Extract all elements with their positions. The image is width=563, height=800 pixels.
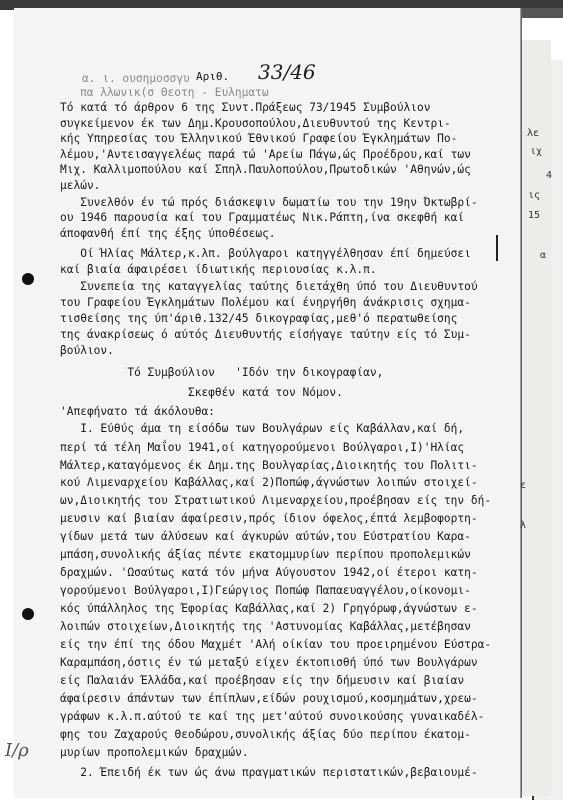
margin-mark: λε <box>527 128 540 139</box>
body-text-line: λοιπών στοιχείων,Διοικητής της 'Αστυνομίας Καβάλλας,μετέβησαν <box>60 620 471 633</box>
punch-hole-top <box>22 273 34 285</box>
margin-mark: λ <box>520 520 527 531</box>
body-text-line: γίδων μετά των άλύσεων καί άγκυρών αύτών,του Εύστρατίου Καρα- <box>60 530 471 543</box>
margin-mark: ις <box>528 190 541 201</box>
margin-mark: 4 <box>546 170 553 181</box>
body-text-line: Μάλτερ,καταγόμενος έκ Δημ.της Βουλγαρίας,Διοικητής του Πολιτι- <box>60 459 478 472</box>
body-text-line: μπάση,συνολικής άξίας πέντε εκατομμυρίων περίπου προπολεμικών <box>60 548 471 561</box>
body-text-line: τισθείσης της ύπ'άριθ.132/45 δικογραφίας,μεθ'ό περατωθείσης <box>60 312 458 325</box>
body-text-line: Μιχ. Καλλιμοπούλου καί Σπηλ.Παυλοπούλου,Πρωτοδικών 'Αθηνών,ώς <box>60 163 471 176</box>
reference-number: 33/46 <box>258 60 316 84</box>
body-text-line: άφαίρεσιν άπάντων των έπίπλων,είδών ρουχισμού,κοσμημάτων,χρεω- <box>60 692 478 705</box>
body-text-line: Συνελθόν έν τώ πρός διάσκεψιν δωματίω του την 19ην Όκτωβρί- <box>60 196 478 209</box>
body-text-line: ων,Διοικητής του Στρατιωτικού Λιμεναρχείου,προέβησαν είς την δή- <box>60 494 492 507</box>
body-text-line: Καραμπάση,όστις έν τώ μεταξύ είχεν έκτοπισθή ύπό των Βουλγάρων <box>60 656 478 669</box>
body-text-line: μευσιν καί βιαίαν άφαίρεσιν,πρός ίδιον όφελος,έπτά λεμβοφορτη- <box>60 512 478 525</box>
margin-mark: ιχ <box>530 146 543 157</box>
body-text-line: του Γραφείου Έγκλημάτων Πολέμου καί ένηργήθη άνάκρισις σχημα- <box>60 296 471 309</box>
handwritten-mark: Ι/ρ <box>5 740 29 761</box>
body-text-line: λέμου,'Αντεισαγγελέως παρά τώ 'Αρείω Πάγω,ώς Προέδρου,καί των <box>60 148 471 161</box>
margin-bracket <box>496 235 498 261</box>
body-text-line: μυρίων προπολεμικών δραχμών. <box>60 746 249 759</box>
body-text-line: φης του Ζαχαρούς Θεοδώρου,συνολικής άξίας δύο περίπου έκατομ- <box>60 728 471 741</box>
reference-label: Αριθ. <box>196 70 230 83</box>
body-text-line: κού Λιμεναρχείου Καβάλλας,καί 2)Ποπώφ,άγνώστων λοιπών στοιχεί- <box>60 476 478 489</box>
body-text-line: 'Απεφήνατο τά άκόλουθα: <box>60 405 215 418</box>
body-text-line: Συνεπεία της καταγγελίας ταύτης διετάχθη ύπό του Διευθυντού <box>60 280 478 293</box>
margin-mark: 15 <box>528 210 541 221</box>
body-text-line: Σκεφθέν κατά τον Νόμον. <box>60 386 343 399</box>
body-text-line: Τό Συμβούλιον 'Ιδόν την δικογραφίαν, <box>60 366 384 379</box>
punch-hole-bottom <box>22 608 34 620</box>
body-text-line: κός ύπάλληλος της Έφορίας Καβάλλας,καί 2) Γρηγόρωφ,άγνώστων ε- <box>60 602 478 615</box>
body-text-line: Οί Ήλίας Μάλτερ,κ.λπ. βούλγαροι κατηγγέλθησαν έπί δημεύσει <box>60 247 471 260</box>
body-text-line: της άνακρίσεως ό αύτός Διευθυντής είσήγαγε ταύτην είς τό Συμ- <box>60 328 471 341</box>
body-text-line: γράφων κ.λ.π.αύτού τε καί της μετ'αύτού συνοικούσης γυναικαδέλ- <box>60 710 485 723</box>
body-text-line: ου 1946 παρουσία καί του Γραμματέως Νικ.Ράπτη,ίνα σκεφθή καί <box>60 211 465 224</box>
body-text-line: μελών. <box>60 179 101 192</box>
body-text-line: είς Παλαιάν Έλλάδα,καί προέβησαν είς την δήμευσιν καί βιαίαν <box>60 674 465 687</box>
body-text-line: 2. Έπειδή έκ των ώς άνω πραγματικών περιστατικών,βεβαιουμέ- <box>60 766 478 779</box>
body-text-line: είς την έπί της όδου Μαχμέτ 'Αλή οίκίαν του προειρημένου Εύστρα- <box>60 638 492 651</box>
body-text-line: γορούμενοι Βούλγαροι,Ι)Γεώργιος Ποπώφ Παπαευαγγέλου,οίκονομι- <box>60 584 471 597</box>
body-text-line: καί βιαία άφαιρέσει ίδιωτικής περιουσίας κ.λ.π. <box>60 263 377 276</box>
body-text-line: συγκείμενον έκ των Δημ.Κρουσοπούλου,Διευθυντού της Κεντρι- <box>60 117 451 130</box>
body-text-line: κής Υπηρεσίας του Έλληνικού Έθνικού Γραφείου Έγκλημάτων Πο- <box>60 132 458 145</box>
faint-header-line-1: α. ι. ουσημοσσγυ <box>82 72 190 85</box>
body-text-line: άποφανθή έπί της έξης ύποθέσεως. <box>60 227 276 240</box>
body-text-line: Τό κατά τό άρθρον 6 της Συντ.Πράξεως 73/1945 Συμβούλιον <box>60 101 431 114</box>
faint-header-line-2: πα λλωνικ(σ Θεοτη - Ευληματω <box>80 86 269 99</box>
body-text-line: I. Εύθύς άμα τη είσόδω των Βουλγάρων είς Καβάλλαν,καί δή, <box>60 422 465 435</box>
body-text-line: δραχμών. 'Ωσαύτως κατά τόν μήνα Αύγουστον 1942,οί έτεροι κατη- <box>60 566 478 579</box>
body-text-line: βούλιον. <box>60 344 114 357</box>
margin-mark: ε <box>520 480 527 491</box>
body-text-line: περί τά τέλη Μαΐου 1941,οί κατηγορούμενοι Βούλγαροι,Ι)'Ηλίας <box>60 441 465 454</box>
margin-mark: α <box>540 250 547 261</box>
